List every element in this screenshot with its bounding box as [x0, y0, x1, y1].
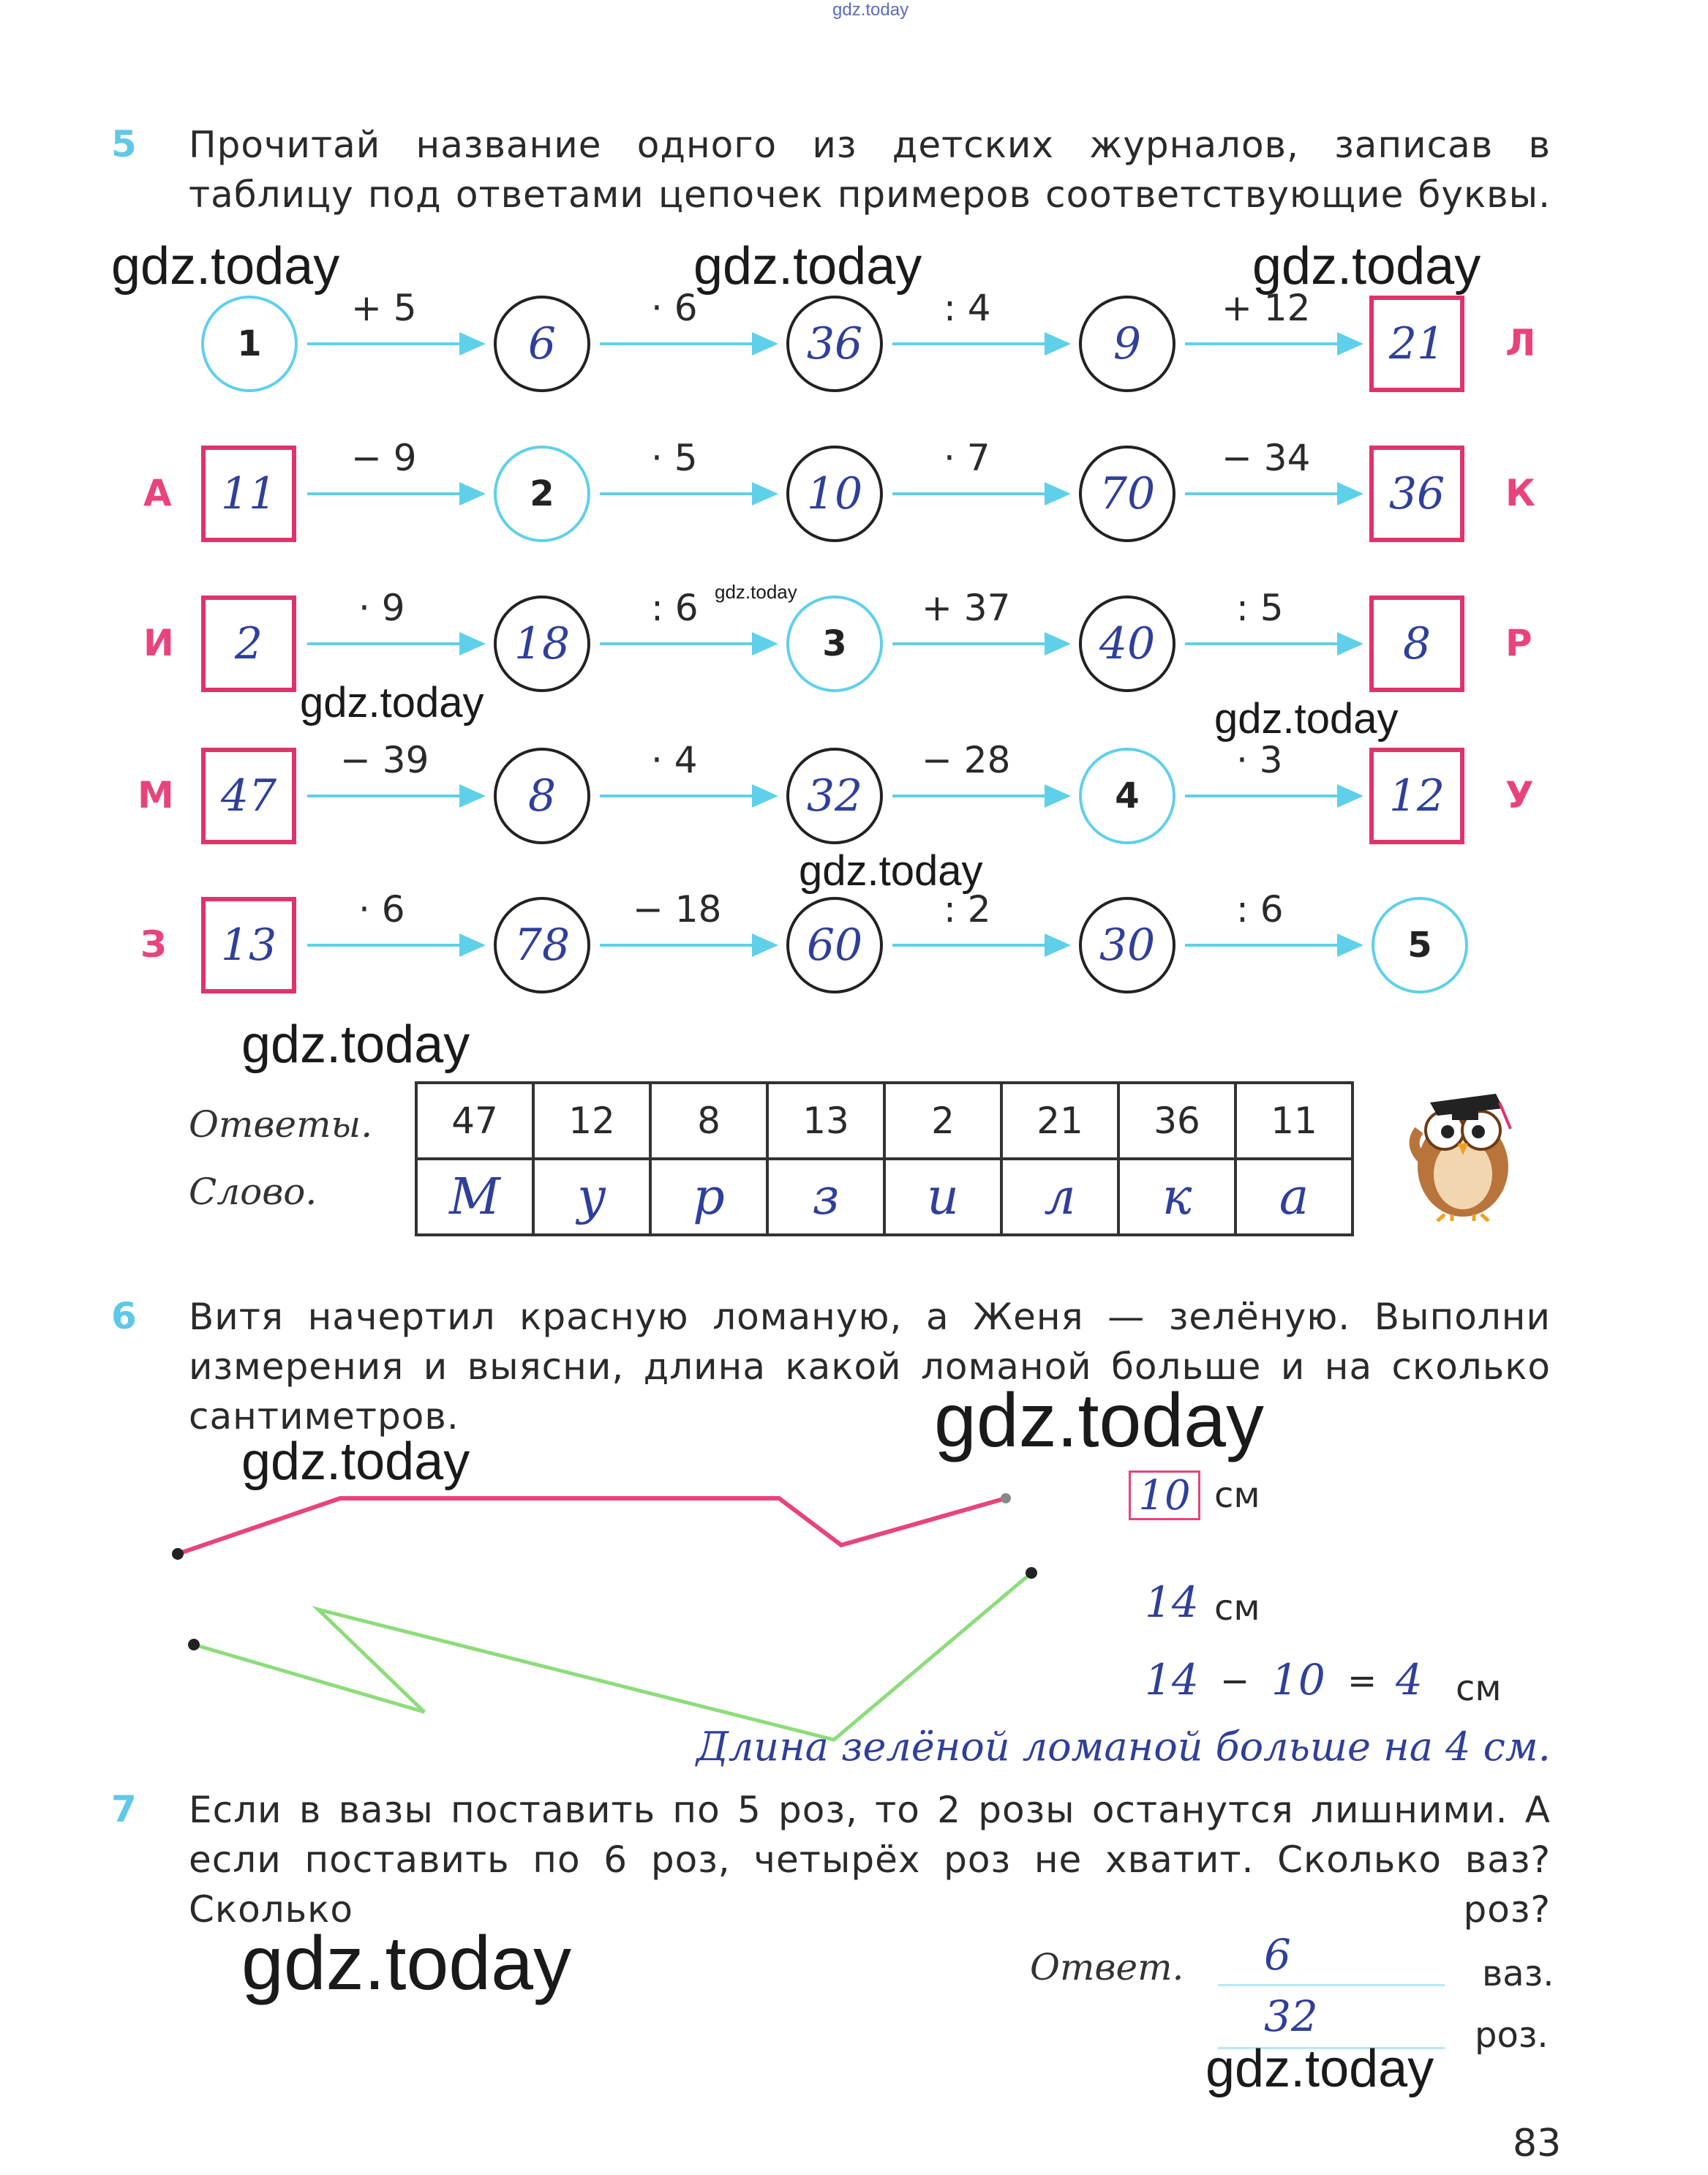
operator: − 34 — [1222, 437, 1311, 479]
row-letter-left: З — [140, 923, 167, 966]
row-letter-left: И — [143, 622, 174, 664]
operator: · 4 — [651, 739, 698, 781]
watermark: gdz.today — [693, 237, 922, 296]
answer-box: 8 — [1369, 596, 1464, 692]
page-number: 83 — [1513, 2122, 1562, 2165]
answer-cell: 11 — [1235, 1083, 1353, 1159]
operator: : 6 — [1236, 888, 1284, 931]
expr-eq: = — [1347, 1661, 1377, 1702]
answer-cell: 47 — [416, 1083, 533, 1159]
answer-circle: 36 — [786, 296, 883, 392]
operator: · 6 — [651, 287, 698, 329]
row-letter-right: Л — [1505, 322, 1536, 364]
operator: · 5 — [651, 437, 698, 479]
answer-cell: 21 — [1001, 1083, 1118, 1159]
answer-cell: 12 — [533, 1083, 650, 1159]
operator: · 7 — [944, 437, 990, 479]
answer-circle: 9 — [1079, 296, 1175, 392]
operator: + 5 — [351, 287, 417, 329]
green-length: 14 — [1145, 1577, 1199, 1627]
expr-op: − — [1220, 1661, 1250, 1702]
word-letter-cell: з — [767, 1159, 884, 1235]
watermark: gdz.today — [799, 847, 983, 895]
given-circle: 4 — [1079, 748, 1175, 844]
word-label: Слово. — [189, 1171, 317, 1213]
watermark: gdz.today — [241, 1921, 571, 2006]
expr-result: 4 — [1396, 1655, 1423, 1705]
answer-circle: 6 — [494, 296, 590, 392]
row-letter-right: Р — [1505, 622, 1532, 664]
polylines-figure — [0, 1463, 1097, 1756]
given-circle: 5 — [1372, 897, 1468, 993]
watermark: gdz.today — [1205, 2040, 1434, 2098]
word-letter-cell: к — [1118, 1159, 1235, 1235]
green-endpoint — [1026, 1567, 1037, 1579]
answer-cell: 8 — [650, 1083, 767, 1159]
answer-box: 21 — [1369, 296, 1464, 392]
roses-unit: роз. — [1475, 2015, 1549, 2056]
task6-number: 6 — [111, 1295, 137, 1337]
operator: · 9 — [358, 587, 405, 629]
chain-start-circle: 1 — [201, 296, 298, 392]
watermark: gdz.today — [300, 679, 484, 726]
operator: + 12 — [1222, 287, 1311, 329]
task6-conclusion: Длина зелёной ломаной больше на 4 см. — [696, 1724, 1551, 1770]
answer-cell: 36 — [1118, 1083, 1235, 1159]
watermark: gdz.today — [241, 1015, 470, 1074]
operator: − 18 — [633, 888, 722, 931]
answer-circle: 18 — [494, 596, 590, 692]
task7-text: Если в вазы поставить по 5 роз, то 2 розы останутся лишними. А если поставить по 6 роз, четырёх роз не хватит. Сколько ваз? Сколько роз? — [189, 1789, 1551, 1931]
answers-table — [415, 1081, 1354, 1236]
answer-box: 12 — [1369, 748, 1464, 844]
answer-circle: 30 — [1079, 897, 1175, 993]
word-letter-cell: а — [1235, 1159, 1353, 1235]
word-letter-cell: и — [884, 1159, 1001, 1235]
operator: · 3 — [1236, 739, 1283, 781]
row-letter-left: А — [143, 472, 172, 514]
top-watermark: gdz.today — [832, 0, 909, 20]
red-endpoint — [1001, 1493, 1011, 1503]
task5-text: Прочитай название одного из детских журналов, записав в таблицу под ответами цепочек примеров соответствующие буквы. — [189, 124, 1551, 216]
task7-answer-label: Ответ. — [1030, 1946, 1184, 1988]
task7-number: 7 — [111, 1788, 137, 1830]
task6-text: Витя начертил красную ломаную, а Женя — зелёную. Выполни измерения и выясни, длина какой ломаной больше и на сколько сантиметров. — [189, 1296, 1551, 1438]
expr-a: 14 — [1145, 1655, 1199, 1705]
operator: − 9 — [351, 437, 417, 479]
word-letter-cell: л — [1001, 1159, 1118, 1235]
owl-illustration — [1393, 1064, 1532, 1222]
watermark: gdz.today — [111, 237, 340, 296]
answer-circle: 60 — [786, 897, 883, 993]
red-endpoint — [172, 1548, 184, 1560]
row-letter-right: У — [1505, 774, 1534, 816]
word-letter-cell: М — [416, 1159, 533, 1235]
watermark: gdz.today — [1252, 237, 1481, 296]
operator: + 37 — [922, 587, 1011, 629]
green-polyline — [194, 1573, 1031, 1740]
answer-circle: 8 — [494, 748, 590, 844]
answers-row — [416, 1083, 1353, 1159]
answer-box: 13 — [201, 897, 296, 993]
operator: : 4 — [944, 287, 991, 329]
answers-label: Ответы. — [189, 1103, 373, 1146]
answer-cell: 2 — [884, 1083, 1001, 1159]
answer-line — [1218, 1984, 1445, 1986]
answer-circle: 40 — [1079, 596, 1175, 692]
watermark: gdz.today — [934, 1378, 1264, 1463]
task5-number: 5 — [111, 123, 137, 165]
answer-circle: 78 — [494, 897, 590, 993]
operator: : 5 — [1236, 587, 1284, 629]
answer-circle: 32 — [786, 748, 883, 844]
answer-circle: 70 — [1079, 446, 1175, 542]
vases-unit: ваз. — [1482, 1953, 1554, 1994]
vases-answer: 6 — [1264, 1930, 1291, 1980]
green-endpoint — [188, 1639, 200, 1650]
answer-box: 36 — [1369, 446, 1464, 542]
given-circle: 3 — [786, 596, 883, 692]
expr-b: 10 — [1271, 1655, 1325, 1705]
red-length-box: 10 — [1129, 1470, 1200, 1520]
answer-circle: 10 — [786, 446, 883, 542]
unit-label: см — [1214, 1475, 1260, 1516]
roses-answer: 32 — [1264, 1991, 1318, 2041]
watermark: gdz.today — [241, 1432, 470, 1491]
watermark: gdz.today — [715, 581, 797, 603]
answer-box: 47 — [201, 748, 296, 844]
given-circle: 2 — [494, 446, 590, 542]
operator: − 28 — [922, 739, 1011, 781]
word-letter-cell: у — [533, 1159, 650, 1235]
operator: : 2 — [944, 888, 991, 931]
row-letter-left: М — [138, 774, 174, 816]
operator: : 6 — [651, 587, 699, 629]
word-letter-cell: р — [650, 1159, 767, 1235]
answer-box: 2 — [201, 596, 296, 692]
red-polyline — [178, 1498, 1006, 1554]
row-letter-right: К — [1505, 472, 1535, 514]
operator: − 39 — [340, 739, 429, 781]
answer-box: 11 — [201, 446, 296, 542]
unit-label: см — [1214, 1588, 1260, 1629]
operator: · 6 — [358, 888, 405, 931]
watermark: gdz.today — [1214, 695, 1399, 743]
word-row — [416, 1159, 1353, 1235]
answer-cell: 13 — [767, 1083, 884, 1159]
unit-label: см — [1456, 1668, 1502, 1709]
